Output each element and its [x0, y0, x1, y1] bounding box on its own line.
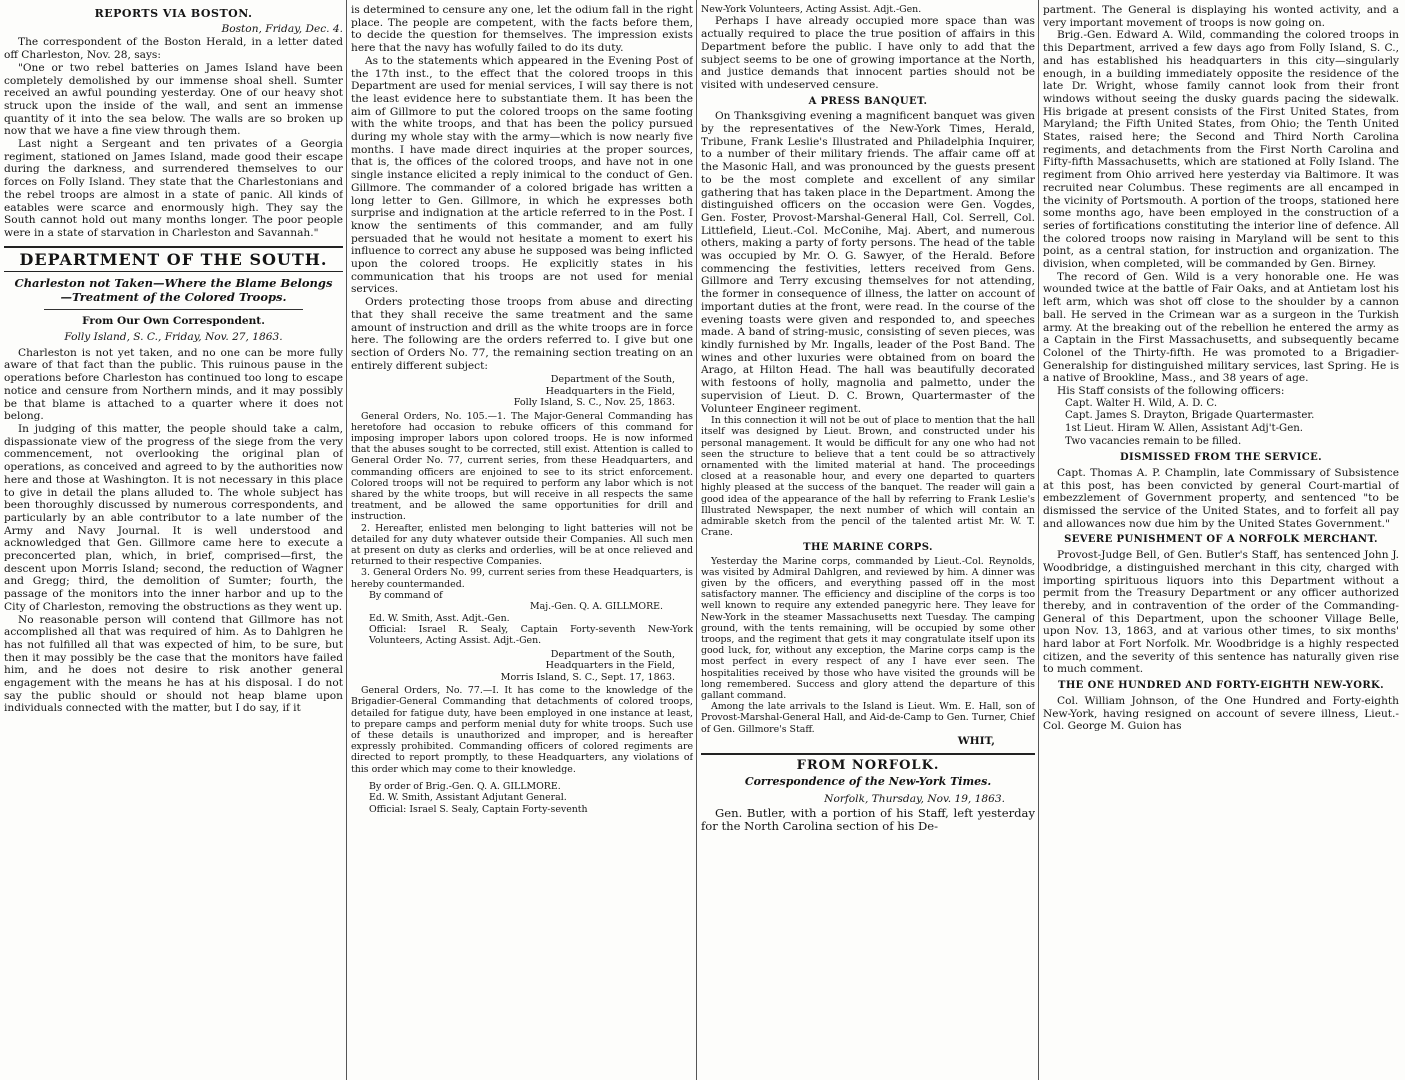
headline-from-norfolk: FROM NORFOLK.: [796, 757, 940, 773]
order-signature: [351, 590, 693, 647]
paragraph: Brig.-Gen. Edward A. Wild, commanding the colored troops in this Department, arrived a few days ago from Folly Island, S. C., and has established his headquarters in this city—singularly enough, in a building immediately opposite the residence of the late Dr. Wright, whose family cannot look from their front windows without seeing the dusky guards pacing the sidewalk. His brigade at present consists of the First United States, from Maryland; the Fifth United States, from Ohio; the Tenth United States, raised here; the Second and Third North Carolina regiments, and detachments from the First North Carolina and Fifty-fifth Massachusetts, which are stationed at Folly Island. The regiment from Ohio arrived here yesterday via Baltimore. It was recruited near Columbus. These regiments are all encamped in the vicinity of Portsmouth. A portion of the troops, stationed here some months ago, have been employed in the construction of a series of fortifications constituting the interior line of defence. All the colored troops now raising in Maryland will be sent to this point, as a central station, for instruction and organization. The division, when completed, will be commanded by Gen. Birney.: [1043, 29, 1399, 271]
staff-list: [1043, 398, 1399, 448]
column-2: [351, 4, 693, 1076]
order-heading-line: Headquarters in the Field,: [545, 385, 675, 397]
headline-press-banquet: A PRESS BANQUET.: [808, 95, 928, 107]
column-rule: [346, 0, 347, 1080]
paragraph: As to the statements which appeared in the Evening Post of the 17th inst., to the effect that the colored troops in this Department are used for menial services, I will say there is not the least evidence here to substantiate them. It has been the aim of Gillmore to put the colored troops on the same footing with the white troops, and that has been the policy pursued during my whole stay with the army—which is now nearly five months. I have made direct inquiries at the proper sources, that is, the offices of the colored troops, and have not in one single instance elicited a reply inimical to the conduct of Gen. Gillmore. The commander of a colored brigade has written a long letter to Gen. Gillmore, in which he expresses both surprise and indignation at the article referred to in the Post. I know the sentiments of this commander, and am fully persuaded that he would not hesitate a moment to exert his influence to correct any abuse he supposed was being inflicted upon the colored troops. He explicitly states in his communication that his troops are not used for menial services.: [351, 54, 693, 296]
divider: [701, 753, 1035, 755]
paragraph: Orders protecting those troops from abuse and directing that they shall receive the same treatment and the same amount of instruction and drill as the white troops are in force here. The following are the orders referred to. I give but one section of Orders No. 77, the remaining section treating on an entirely different subject:: [351, 296, 693, 372]
paragraph: Perhaps I have already occupied more space than was actually required to place the true position of affairs in this Department before the public. I have only to add that the subject seems to be one of growing importance at the North, and justice demands that innocent parties should not be visited with undeserved censure.: [701, 15, 1035, 91]
signature-line: Official: Israel R. Sealy, Captain Forty-seventh New-York Volunteers, Acting Assist. Adjt.-Gen.: [369, 624, 693, 647]
paragraph: The correspondent of the Boston Herald, in a letter dated off Charleston, Nov. 28, says:: [4, 36, 343, 62]
paragraph: Provost-Judge Bell, of Gen. Butler's Staff, has sentenced John J. Woodbridge, a distinguished merchant in this city, charged with importing spirituous liquors into this Department without a permit from the Treasury Department or any officer authorized thereby, and in contravention of the order of the Commanding-General of this Department, upon the schooner Village Belle, upon Nov. 13, 1863, and at various other times, to six months' hard labor at Fort Norfolk. Mr. Woodbridge is a highly respected citizen, and the severity of this sentence has naturally given rise to much comment.: [1043, 549, 1399, 676]
paragraph: On Thanksgiving evening a magnificent banquet was given by the representatives of the New-York Times, Herald, Tribune, Frank Leslie's Illustrated and Philadelphia Inquirer, to a number of their military friends. The affair came off at the Masonic Hall, and was pronounced by the guests present to be the most complete and excellent of any similar gathering that has taken place in the Department. Among the distinguished officers on the occasion were Gen. Vogdes, Gen. Foster, Provost-Marshal-General Hall, Col. Serrell, Col. Littlefield, Lieut.-Col. McConihe, Maj. Abert, and numerous others, making a party of forty persons. The head of the table was occupied by Mr. O. G. Sawyer, of the Herald. Before commencing the festivities, letters received from Gens. Gillmore and Terry excusing themselves for not attending, the former in consequence of illness, the latter on account of important duties at the front, were read. In the course of the evening toasts were given and responded to, and speeches made. A band of string-music, consisting of seven pieces, was kindly furnished by Mr. Ingalls, leader of the Post Band. The wines and other luxuries were obtained from on board the Arago, at Hilton Head. The hall was beautifully decorated with festoons of holly, magnolia and palmetto, under the supervision of Lieut. D. C. Brown, Quartermaster of the Volunteer Engineer regiment.: [701, 110, 1035, 415]
order-signature: [351, 781, 693, 815]
column-3: [701, 4, 1035, 1076]
general-orders-77: [351, 685, 693, 775]
order-heading-line: Headquarters in the Field,: [545, 660, 675, 672]
general-orders-105: [351, 411, 693, 590]
column-rule: [1038, 0, 1039, 1080]
paragraph: In judging of this matter, the people should take a calm, dispassionate view of the progress of the siege from the very commencement, not overlooking the original plan of operations, as conceived and agreed to by the authorities now here and those at Washington. It is not necessary in this place to give in detail the plans alluded to. The whole subject has been thoroughly discussed by numerous correspondents, and particularly by an able contributor to a late number of the Army and Navy Journal. It is well understood and acknowledged that Gen. Gillmore came here to execute a preconcerted plan, which, in brief, comprised—first, the descent upon Morris Island; second, the reduction of Wagner and Gregg; third, the demolition of Sumter; fourth, the passage of the monitors into the inner harbor and up to the City of Charleston, removing the obstructions as they went up.: [4, 422, 343, 613]
paragraph: Among the late arrivals to the Island is Lieut. Wm. E. Hall, son of Provost-Marshal-General Hall, and Aid-de-Camp to Gen. Turner, Chief of Gen. Gillmore's Staff.: [701, 701, 1035, 735]
correspondent-signoff: WHIT,: [957, 734, 995, 747]
order-heading: [351, 649, 693, 683]
column-rule: [696, 0, 697, 1080]
signature-line: By order of Brig.-Gen. Q. A. GILLMORE.: [369, 780, 561, 792]
paragraph: His Staff consists of the following officers:: [1057, 385, 1285, 398]
staff-entry: Two vacancies remain to be filled.: [1065, 435, 1242, 447]
staff-entry: Capt. James S. Drayton, Brigade Quartermaster.: [1065, 410, 1315, 422]
headline-marine-corps: THE MARINE CORPS.: [803, 542, 933, 554]
order-heading-line: Morris Island, S. C., Sept. 17, 1863.: [500, 671, 675, 683]
column-1: [4, 4, 343, 1076]
dateline: Folly Island, S. C., Friday, Nov. 27, 1863.: [64, 331, 283, 344]
signature-line: Maj.-Gen. Q. A. GILLMORE.: [530, 601, 663, 613]
headline-severe-punishment: SEVERE PUNISHMENT OF A NORFOLK MERCHANT.: [1064, 534, 1378, 546]
signature-line: New-York Volunteers, Acting Assist. Adjt.-Gen.: [701, 4, 922, 15]
headline-department-of-the-south: DEPARTMENT OF THE SOUTH.: [4, 246, 343, 273]
paragraph: Capt. Thomas A. P. Champlin, late Commissary of Subsistence at this post, has been convicted by general Court-martial of embezzlement of Government property, and sentenced "to be dismissed the service of the United States, and to forfeit all pay and allowances now due him by the United States Government.": [1043, 466, 1399, 530]
signature-line: Ed. W. Smith, Assistant Adjutant General.: [369, 792, 567, 804]
paragraph: Charleston is not yet taken, and no one can be more fully aware of that fact than the public. This ruinous pause in the operations before Charleston has continued too long to escape notice and censure from Northern minds, and it may possibly be that blame is attached to a quarter where it does not belong.: [4, 346, 343, 423]
order-heading-line: Folly Island, S. C., Nov. 25, 1863.: [513, 397, 675, 409]
headline-dismissed-from-service: DISMISSED FROM THE SERVICE.: [1119, 452, 1323, 464]
paragraph: partment. The General is displaying his wonted activity, and a very important movement of troops is now going on.: [1043, 4, 1399, 29]
signature-line: Ed. W. Smith, Asst. Adjt.-Gen.: [369, 612, 510, 624]
order-paragraph: General Orders, No. 105.—1. The Major-General Commanding has heretofore had occasion to rebuke officers of this command for imposing improper labors upon colored troops. He is now informed that the abuses sought to be corrected, still exist. Attention is called to General Order No. 77, current series, from these Headquarters, and commanding officers are enjoined to see to its strict enforcement. Colored troops will not be required to perform any labor which is not shared by the white troops, but will receive in all respects the same treatment, and be allowed the same opportunities for drill and instruction.: [351, 410, 693, 523]
paragraph: is determined to censure any one, let the odium fall in the right place. The people are competent, with the facts before them, to decide the question for themselves. The impression exists here that the navy has wofully failed to do its duty.: [351, 4, 693, 55]
dateline: Norfolk, Thursday, Nov. 19, 1863.: [824, 793, 1005, 805]
paragraph: Col. William Johnson, of the One Hundred and Forty-eighth New-York, having resigned on account of severe illness, Lieut.-Col. George M. Guion has: [1043, 694, 1399, 733]
divider: [44, 309, 303, 310]
headline-148th-new-york: THE ONE HUNDRED AND FORTY-EIGHTH NEW-YORK.: [1057, 680, 1385, 692]
signature-line: Official: Israel S. Sealy, Captain Forty-seventh: [369, 803, 588, 815]
paragraph: "One or two rebel batteries on James Island have been completely demolished by our immense shoal shell. Sumter received an awful pounding yesterday. One of our heavy shot struck upon the inside of the wall, and sent an immense quantity of it into the sea below. The walls are so broken up now that we have a fine view through them.: [4, 61, 343, 138]
order-heading-line: Department of the South,: [550, 374, 675, 386]
staff-entry: 1st Lieut. Hiram W. Allen, Assistant Adj't-Gen.: [1065, 422, 1304, 434]
paragraph: Yesterday the Marine corps, commanded by Lieut.-Col. Reynolds, was visited by Admiral Dahlgren, and reviewed by him. A dinner was given by the officers, and everything passed off in the most satisfactory manner. The efficiency and discipline of the corps is too well known to require any extended panegyric here. They leave for New-York in the steamer Massachusetts next Tuesday. The camping ground, with the tents remaining, will be occupied by some other troops, and the regiment that gets it may congratulate itself upon its good luck, for, without any exception, the Marine corps camp is the most perfect in every respect of any I have ever seen. The hospitalities received by those who have visited the grounds will be long remembered. Success and glory attend the departure of this gallant command.: [701, 555, 1035, 702]
paragraph: No reasonable person will contend that Gillmore has not accomplished all that was required of him. As to Dahlgren he has not fulfilled all that was expected of him, to be sure, but then it may possibly be the case that the monitors have failed him, and he does not desire to risk another general engagement with the means he has at his disposal. I do not say the public should or should not heap blame upon individuals connected with the matter, but I do say, if it: [4, 613, 343, 715]
paragraph: Last night a Sergeant and ten privates of a Georgia regiment, stationed on James Island, made good their escape during the darkness, and surrendered themselves to our forces on Folly Island. They state that the Charlestonians and the rebel troops are almost in a state of panic. All kinds of eatables were scarce and enormously high. They say the South cannot hold out many months longer. The poor people were in a state of starvation in Charleston and Savannah.": [4, 138, 343, 239]
order-heading: [351, 374, 693, 408]
staff-entry: Capt. Walter H. Wild, A. D. C.: [1065, 397, 1218, 409]
subheadline: Charleston not Taken—Where the Blame Belongs—Treatment of the Colored Troops.: [14, 276, 333, 305]
paragraph: In this connection it will not be out of place to mention that the hall itself was designed by Lieut. Brown, and constructed under his personal management. It would be difficult for any one who had not seen the structure to believe that a tent could be so attractively ornamented with the limited material at hand. The proceedings closed at a reasonable hour, and every one departed to quarters highly pleased at the success of the banquet. The reader will gain a good idea of the appearance of the hall by referring to Frank Leslie's Illustrated Newspaper, the next number of which will contain an admirable sketch from the pencil of the talented artist Mr. W. T. Crane.: [701, 415, 1035, 539]
correspondent-line: From Our Own Correspondent.: [82, 315, 265, 328]
headline-reports-via-boston: REPORTS VIA BOSTON.: [94, 7, 253, 20]
column-4: [1043, 4, 1399, 1076]
order-heading-line: Department of the South,: [550, 648, 675, 660]
order-paragraph: General Orders, No. 77.—I. It has come to the knowledge of the Brigadier-General Commanding that detachments of colored troops, detailed for fatigue duty, have been employed in one instance at least, to prepare camps and perform menial duty for white troops. Such use of these details is unauthorized and improper, and is hereafter expressly prohibited. Commanding officers of colored regiments are directed to report promptly, to these Headquarters, any violations of this order which may come to their knowledge.: [351, 685, 693, 775]
subheadline: Correspondence of the New-York Times.: [744, 775, 992, 789]
paragraph: The record of Gen. Wild is a very honorable one. He was wounded twice at the battle of Fair Oaks, and at Antietam lost his left arm, which was shot off close to the shoulder by a cannon ball. He served in the Crimean war as a surgeon in the Turkish army. At the breaking out of the rebellion he entered the army as a Captain in the First Massachusetts, and subsequently became Colonel of the Thirty-fifth. He was promoted to a Brigadier-Generalship for distinguished military services, last Spring. He is a native of Brookline, Mass., and 38 years of age.: [1043, 270, 1399, 385]
paragraph: Gen. Butler, with a portion of his Staff, left yesterday for the North Carolina section of his De-: [701, 805, 1035, 834]
signature-line: By command of: [369, 589, 443, 601]
dateline: Boston, Friday, Dec. 4.: [221, 22, 343, 35]
smaller-text-block: [701, 415, 1035, 735]
order-paragraph: 3. General Orders No. 99, current series from these Headquarters, is hereby countermanded.: [351, 567, 693, 590]
order-paragraph: 2. Hereafter, enlisted men belonging to light batteries will not be detailed for any duty whatever outside their Companies. All such men at present on duty as clerks and orderlies, will be at once relieved and returned to their respective Companies.: [351, 522, 693, 568]
